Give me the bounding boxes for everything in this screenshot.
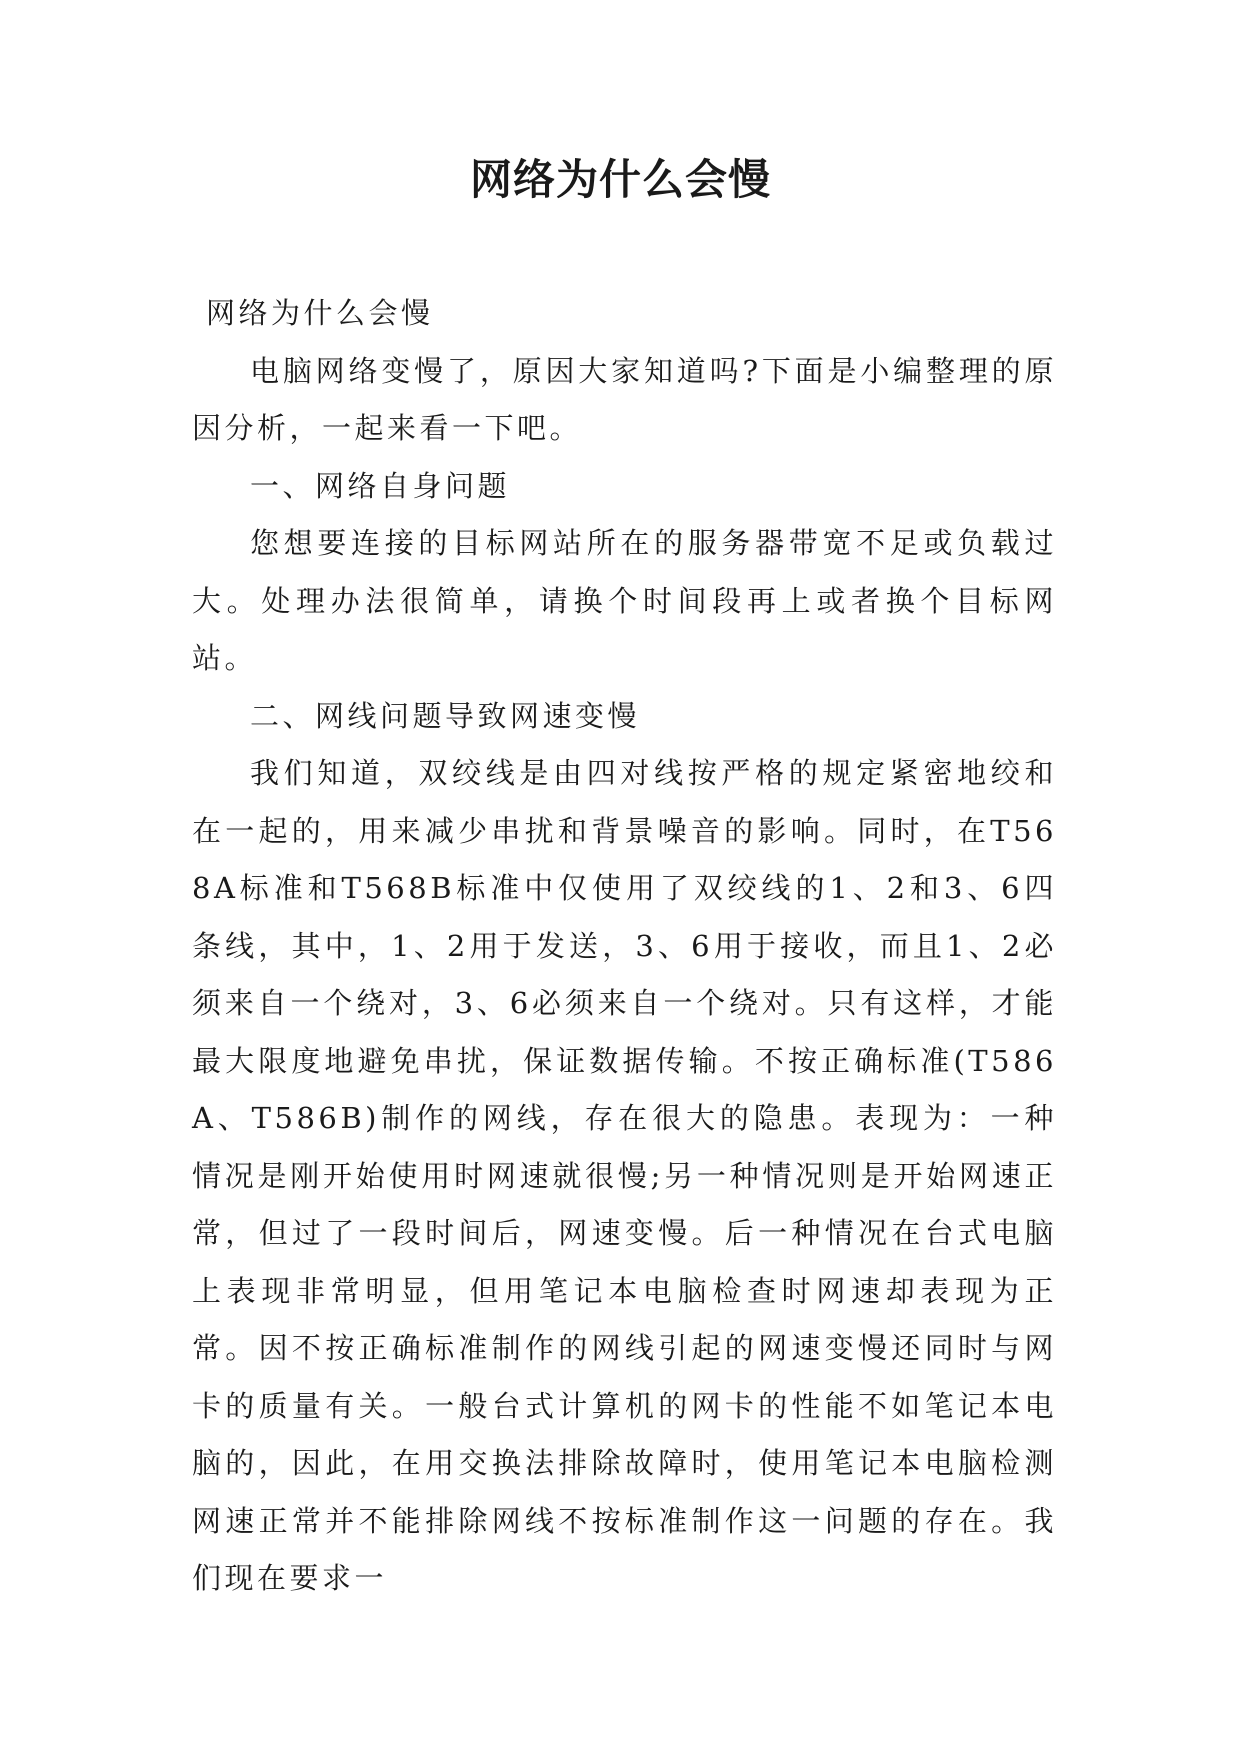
document-title: 网络为什么会慢 bbox=[469, 155, 771, 204]
paragraph-subtitle: 网络为什么会慢 bbox=[206, 296, 434, 330]
paragraph-intro: 电脑网络变慢了，原因大家知道吗?下面是小编整理的原因分析，一起来看一下吧。 bbox=[192, 353, 1057, 445]
paragraph-section-1: 您想要连接的目标网站所在的服务器带宽不足或负载过大。处理办法很简单，请换个时间段再上或者换个目标网站。 bbox=[192, 526, 1057, 675]
document-body bbox=[192, 285, 1057, 1608]
section-heading-1: 一、网络自身问题 bbox=[250, 468, 511, 503]
paragraph-section-2: 我们知道，双绞线是由四对线按严格的规定紧密地绞和在一起的，用来减少串扰和背景噪音的影响。同时，在T568A标准和T568B标准中仅使用了双绞线的1、2和3、6四条线，其中，1、2用于发送，3、6用于接收，而且1、2必须来自一个绕对，3、6必须来自一个绕对。只有这样，才能最大限度地避免串扰，保证数据传输。不按正确标准(T586A、T586B)制作的网线，存在很大的隐患。表现为：一种情况是刚开始使用时网速就很慢;另一种情况则是开始网速正常，但过了一段时间后，网速变慢。后一种情况在台式电脑上表现非常明显，但用笔记本电脑检查时网速却表现为正常。因不按正确标准制作的网线引起的网速变慢还同时与网卡的质量有关。一般台式计算机的网卡的性能不如笔记本电脑的，因此，在用交换法排除故障时，使用笔记本电脑检测网速正常并不能排除网线不按标准制作这一问题的存在。我们现在要求一 bbox=[192, 756, 1057, 1595]
section-heading-2: 二、网线问题导致网速变慢 bbox=[250, 698, 641, 733]
